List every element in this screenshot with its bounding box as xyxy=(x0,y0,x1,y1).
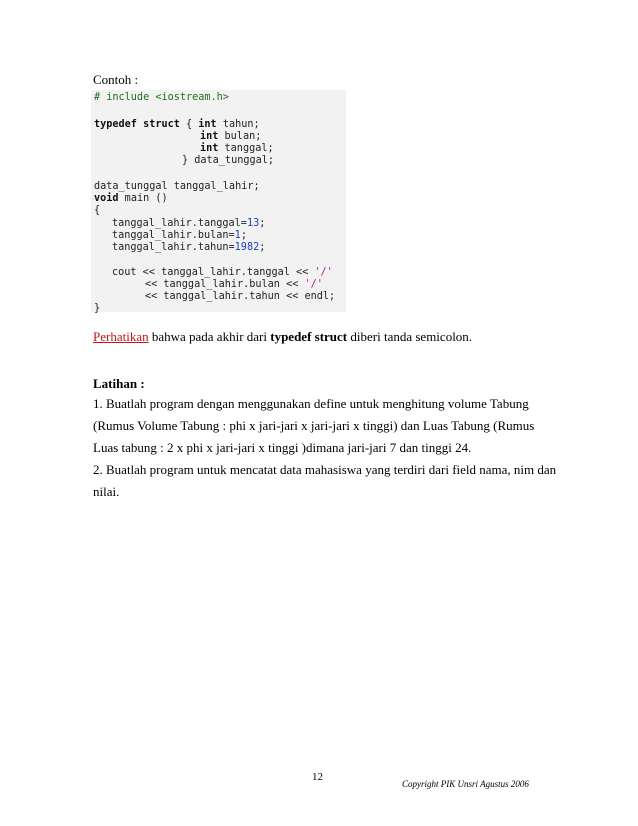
code-assign-tahun xyxy=(112,242,265,254)
code-main-line xyxy=(94,193,168,205)
exercise-item-1 xyxy=(93,393,534,459)
code-text: ; xyxy=(240,230,247,241)
note-text: diberi tanda semicolon. xyxy=(347,329,473,344)
code-text: tahun; xyxy=(216,119,260,130)
code-block xyxy=(91,90,346,312)
exercise-line: (Rumus Volume Tabung : phi x jari-jari x jari-jari x tinggi) dan Luas Tabung (Rumus xyxy=(93,418,535,433)
exercise-item-2 xyxy=(93,459,556,503)
code-keyword: int xyxy=(200,131,219,142)
note-paragraph xyxy=(93,329,472,345)
perhatikan-link[interactable]: Perhatikan xyxy=(93,329,149,344)
page-number: 12 xyxy=(312,771,323,783)
code-assign-tanggal xyxy=(112,218,265,230)
code-number: 1982 xyxy=(234,242,260,253)
exercise-line: 2. Buatlah program untuk mencatat data mahasiswa yang terdiri dari field nama, nim dan xyxy=(93,462,557,477)
code-struct-close: } data_tunggal; xyxy=(182,155,275,166)
code-open-brace: { xyxy=(94,205,101,216)
code-cout-line xyxy=(112,267,333,279)
code-close-brace: } xyxy=(94,303,101,314)
code-declaration-line: data_tunggal tanggal_lahir; xyxy=(94,181,260,192)
code-field-tanggal xyxy=(200,143,274,155)
code-keyword: void xyxy=(94,193,119,204)
code-number: 13 xyxy=(246,218,260,229)
code-keyword: int xyxy=(198,119,217,130)
code-text: cout << tanggal_lahir.tanggal << xyxy=(112,267,315,278)
exercise-line: 1. Buatlah program dengan menggunakan define untuk menghitung volume Tabung xyxy=(93,396,529,411)
code-text: tanggal_lahir.bulan= xyxy=(112,230,235,241)
copyright-footer: Copyright PIK Unsri Agustus 2006 xyxy=(402,779,529,789)
code-text: bulan; xyxy=(218,131,262,142)
exercise-line: nilai. xyxy=(93,484,120,499)
code-text: tanggal_lahir.tanggal= xyxy=(112,218,247,229)
code-text: main () xyxy=(118,193,168,204)
code-keyword: int xyxy=(200,143,219,154)
code-cout-tahun-line: << tanggal_lahir.tahun << endl; xyxy=(145,291,336,302)
code-text: tanggal; xyxy=(218,143,274,154)
exercise-line: Luas tabung : 2 x phi x jari-jari x tinggi )dimana jari-jari 7 dan tinggi 24. xyxy=(93,440,472,455)
code-typedef-line xyxy=(94,119,260,131)
code-assign-bulan xyxy=(112,230,247,242)
code-cout-bulan-line xyxy=(145,279,323,291)
code-text: tanggal_lahir.tahun= xyxy=(112,242,235,253)
example-label: Contoh : xyxy=(93,72,139,87)
code-keyword: typedef struct xyxy=(94,119,180,130)
code-text: << tanggal_lahir.bulan << xyxy=(145,279,305,290)
code-text: ; xyxy=(259,242,266,253)
note-text: bahwa pada akhir dari xyxy=(148,329,271,344)
code-text: ; xyxy=(259,218,266,229)
code-text: { xyxy=(179,119,199,130)
code-include-line: # include <iostream.h> xyxy=(94,92,229,103)
note-bold-term: typedef struct xyxy=(270,329,348,344)
code-string: '/' xyxy=(304,279,323,290)
exercise-heading: Latihan : xyxy=(93,376,145,391)
code-number: 1 xyxy=(234,230,241,241)
code-string: '/' xyxy=(314,267,333,278)
code-field-bulan xyxy=(200,131,261,143)
